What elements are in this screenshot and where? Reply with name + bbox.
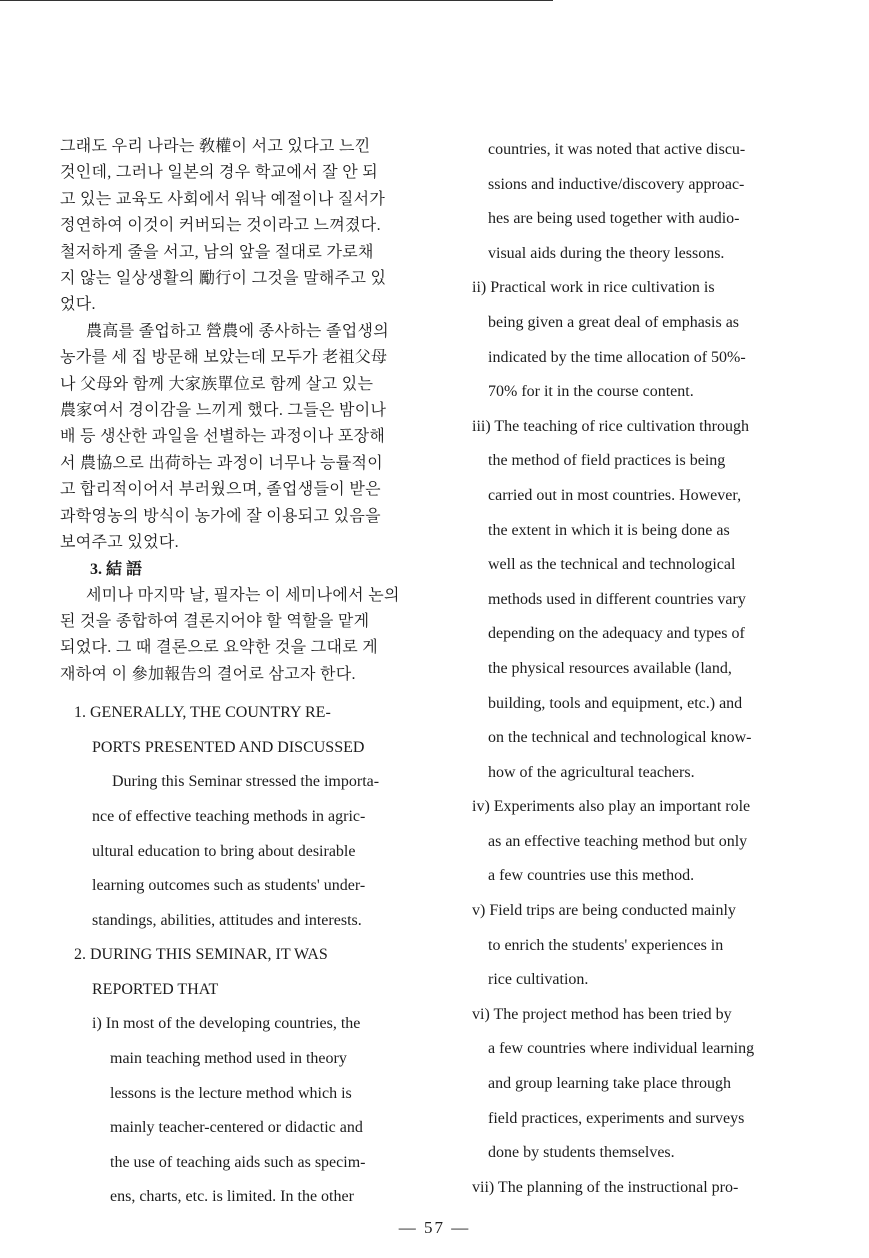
text-line: a few countries use this method. [488, 867, 695, 885]
section-heading: PORTS PRESENTED AND DISCUSSED [92, 738, 365, 756]
text-line: 세미나 마지막 날, 필자는 이 세미나에서 논의 [86, 586, 400, 604]
text-line: well as the technical and technological [488, 556, 736, 574]
text-line: vi) The project method has been tried by [472, 1005, 732, 1023]
text-line: 었다. [60, 296, 96, 314]
text-line: a few countries where individual learning [488, 1040, 755, 1058]
text-line: field practices, experiments and surveys [488, 1109, 745, 1127]
text-line: main teaching method used in theory [110, 1050, 347, 1068]
text-line: and group learning take place through [488, 1075, 732, 1093]
text-line: on the technical and technological know- [488, 729, 752, 747]
text-line: hes are being used together with audio- [488, 210, 740, 228]
list-item-iv [472, 790, 812, 894]
text-line: 것인데, 그러나 일본의 경우 학교에서 잘 안 되 [60, 164, 379, 182]
text-line: the use of teaching aids such as specim- [110, 1153, 366, 1171]
list-item-iii [472, 410, 812, 791]
text-line: vii) The planning of the instructional pro- [472, 1178, 739, 1196]
text-line: During this Seminar stressed the importa- [112, 773, 380, 791]
text-line: carried out in most countries. However, [488, 486, 742, 504]
text-line: 정연하여 이것이 커버되는 것이라고 느껴졌다. [60, 217, 381, 235]
text-line: ii) Practical work in rice cultivation is [472, 279, 715, 297]
text-line: building, tools and equipment, etc.) and [488, 694, 743, 712]
right-column [472, 133, 812, 1205]
page-number: — 57 — [398, 1218, 471, 1237]
list-item-i: i) In most of the developing countries, the [92, 1015, 361, 1033]
text-line: countries, it was noted that active discu- [488, 141, 746, 158]
text-line: done by students themselves. [488, 1144, 675, 1162]
text-line: 철저하게 줄을 서고, 남의 앞을 절대로 가로채 [60, 243, 374, 261]
text-line: 재하여 이 參加報告의 결어로 삼고자 한다. [60, 665, 356, 683]
list-item-vii [472, 1171, 812, 1206]
text-line: the extent in which it is being done as [488, 521, 730, 539]
english-section-1 [60, 696, 432, 938]
text-line: v) Field trips are being conducted mainly [472, 902, 736, 920]
text-line: 고 있는 교육도 사회에서 워낙 예절이나 질서가 [60, 190, 386, 208]
text-line: ultural education to bring about desirable [92, 842, 356, 860]
text-line: 된 것을 종합하여 결론지어야 할 역할을 맡게 [60, 612, 370, 630]
text-line: indicated by the time allocation of 50%- [488, 348, 746, 366]
text-line: 농가를 세 집 방문해 보았는데 모두가 老祖父母 [60, 349, 388, 367]
text-line: 서 農協으로 出荷하는 과정이 너무나 능률적이 [60, 454, 384, 472]
text-line: mainly teacher-centered or didactic and [110, 1119, 363, 1137]
korean-paragraph-conclusion [60, 583, 432, 689]
text-line: 지 않는 일상생활의 勵行이 그것을 말해주고 있 [60, 270, 387, 288]
text-line: methods used in different countries vary [488, 590, 746, 608]
text-line: ens, charts, etc. is limited. In the other [110, 1188, 354, 1206]
text-line: nce of effective teaching methods in agric- [92, 807, 366, 825]
list-item-ii [472, 271, 812, 409]
text-line: to enrich the students' experiences in [488, 936, 724, 954]
text-line: 農家여서 경이감을 느끼게 했다. 그들은 밤이나 [60, 402, 387, 420]
text-line: being given a great deal of emphasis as [488, 313, 740, 331]
text-line: 과학영농의 방식이 농가에 잘 이용되고 있음을 [60, 507, 381, 525]
text-line: 고 합리적이어서 부러웠으며, 졸업생들이 받은 [60, 481, 381, 499]
section-heading: 2. DURING THIS SEMINAR, IT WAS [74, 946, 328, 964]
text-line: 그래도 우리 나라는 敎權이 서고 있다고 느낀 [60, 138, 371, 155]
text-line: ssions and inductive/discovery approac- [488, 175, 745, 193]
text-line: visual aids during the theory lessons. [488, 244, 725, 262]
list-item-vi [472, 998, 812, 1171]
text-line: 되었다. 그 때 결론으로 요약한 것을 그대로 게 [60, 639, 379, 657]
text-line: 70% for it in the course content. [488, 383, 694, 401]
list-item-i-continued [472, 133, 812, 271]
text-line: learning outcomes such as students' under- [92, 877, 366, 895]
english-section-2 [60, 938, 432, 1215]
top-rule [0, 0, 553, 1]
text-line: lessons is the lecture method which is [110, 1084, 352, 1102]
text-line: as an effective teaching method but only [488, 832, 748, 850]
text-line: iii) The teaching of rice cultivation through [472, 417, 749, 435]
text-line: rice cultivation. [488, 971, 589, 989]
text-line: how of the agricultural teachers. [488, 763, 695, 781]
left-column [60, 134, 432, 1215]
text-line: the method of field practices is being [488, 452, 726, 470]
section-heading: REPORTED THAT [92, 980, 219, 998]
text-line: iv) Experiments also play an important role [472, 798, 751, 816]
text-line: 배 등 생산한 과일을 선별하는 과정이나 포장해 [60, 428, 386, 446]
text-line: 보여주고 있었다. [60, 534, 179, 552]
text-line: 農高를 졸업하고 營農에 종사하는 졸업생의 [86, 322, 389, 340]
section-heading: 1. GENERALLY, THE COUNTRY RE- [74, 704, 331, 722]
text-line: depending on the adequacy and types of [488, 625, 745, 643]
section-heading-conclusion: 3. 結 語 [90, 560, 143, 578]
text-line: the physical resources available (land, [488, 659, 732, 677]
korean-paragraph-observations [60, 134, 432, 557]
text-line: standings, abilities, attitudes and interests. [92, 911, 362, 929]
text-line: 나 父母와 함께 大家族單位로 함께 살고 있는 [60, 375, 374, 393]
list-item-v [472, 894, 812, 998]
